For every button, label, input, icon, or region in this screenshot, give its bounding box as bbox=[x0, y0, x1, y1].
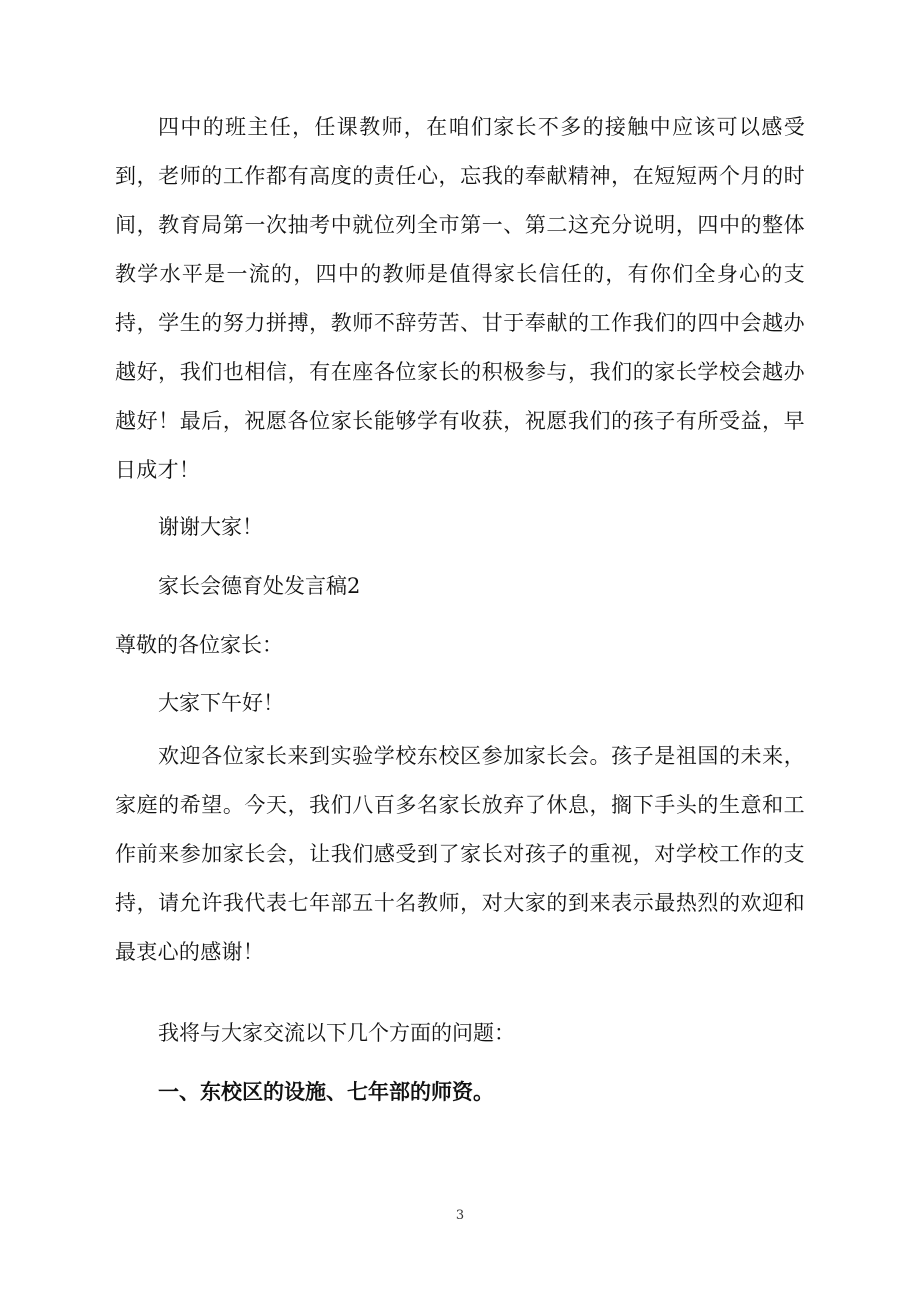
salutation: 尊敬的各位家长： bbox=[115, 633, 283, 657]
page-number: 3 bbox=[455, 1208, 465, 1223]
paragraph-welcome: 欢迎各位家长来到实验学校东校区参加家长会。孩子是祖国的未来，家庭的希望。今天，我们八百多名家长放弃了休息，搁下手头的生意和工作前来参加家长会，让我们感受到了家长对孩子的重视，对学校工作的支持，请允许我代表七年部五十名教师，对大家的到来表示最热烈的欢迎和最衷心的感谢！ bbox=[115, 744, 805, 964]
topic-heading-1: 一、东校区的设施、七年部的师资。 bbox=[158, 1079, 494, 1104]
paragraph-thanks: 谢谢大家！ bbox=[158, 515, 263, 539]
section-heading: 家长会德育处发言稿2 bbox=[158, 574, 361, 598]
paragraph-closing-remarks: 四中的班主任，任课教师，在咱们家长不多的接触中应该可以感受到，老师的工作都有高度的责任心，忘我的奉献精神，在短短两个月的时间，教育局第一次抽考中就位列全市第一、第二这充分说明，四中的整体教学水平是一流的，四中的教师是值得家长信任的，有你们全身心的支持，学生的努力拼搏，教师不辞劳苦、甘于奉献的工作我们的四中会越办越好，我们也相信，有在座各位家长的积极参与，我们的家长学校会越办越好！最后，祝愿各位家长能够学有收获，祝愿我们的孩子有所受益，早日成才！ bbox=[115, 115, 805, 482]
greeting: 大家下午好！ bbox=[158, 691, 284, 715]
paragraph-topics-intro: 我将与大家交流以下几个方面的问题： bbox=[158, 1021, 515, 1045]
